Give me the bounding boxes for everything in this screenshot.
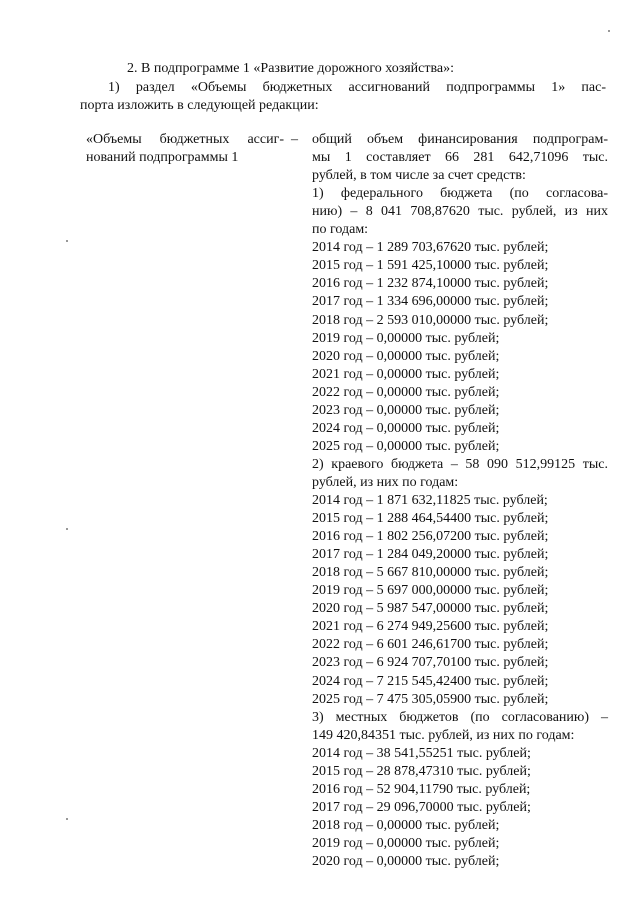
right-cell-line: 2019 год – 0,00000 тыс. рублей; [312,836,500,851]
right-cell-line: 2017 год – 1 284 049,20000 тыс. рублей; [312,547,549,562]
section-heading: 2. В подпрограмме 1 «Развитие дорожного хозяйства»: [127,61,455,76]
right-cell-line: 2023 год – 6 924 707,70100 тыс. рублей; [312,655,549,670]
right-cell-line: 2014 год – 1 871 632,11825 тыс. рублей; [312,493,548,508]
left-cell-dash: – [291,132,298,147]
right-cell-line: 2014 год – 1 289 703,67620 тыс. рублей; [312,240,549,255]
intro-line-1: 1) раздел «Объемы бюджетных ассигнований подпрограммы 1» пас- [108,80,606,95]
right-cell-line: рублей, в том числе за счет средств: [312,168,526,183]
scan-speck [66,818,68,820]
right-cell-line: 2017 год – 29 096,70000 тыс. рублей; [312,800,531,815]
right-cell-line: 2022 год – 6 601 246,61700 тыс. рублей; [312,637,549,652]
right-cell-line: 2020 год – 5 987 547,00000 тыс. рублей; [312,601,549,616]
right-cell-line: 2021 год – 6 274 949,25600 тыс. рублей; [312,619,549,634]
right-cell-line: 3) местных бюджетов (по согласованию) – [312,710,608,725]
right-cell-line: 2015 год – 1 591 425,10000 тыс. рублей; [312,258,549,273]
right-cell-line: 2024 год – 0,00000 тыс. рублей; [312,421,500,436]
right-cell-line: мы 1 составляет 66 281 642,71096 тыс. [312,150,608,165]
right-cell-line: рублей, из них по годам: [312,475,459,490]
intro-line-2: порта изложить в следующей редакции: [80,98,319,113]
right-cell-line: по годам: [312,222,369,237]
right-cell-line: 2015 год – 28 878,47310 тыс. рублей; [312,764,531,779]
right-cell-line: общий объем финансирования подпрограм- [312,132,608,147]
right-cell-line: 2025 год – 7 475 305,05900 тыс. рублей; [312,692,549,707]
right-cell-line: 2020 год – 0,00000 тыс. рублей; [312,349,500,364]
right-cell-line: 2025 год – 0,00000 тыс. рублей; [312,439,500,454]
right-cell-line: 149 420,84351 тыс. рублей, из них по годам: [312,728,575,743]
right-cell-line: 2016 год – 1 232 874,10000 тыс. рублей; [312,276,549,291]
right-cell-line: 1) федерального бюджета (по согласова- [312,186,608,201]
right-cell-line: нию) – 8 041 708,87620 тыс. рублей, из них [312,204,608,219]
right-cell-line: 2019 год – 5 697 000,00000 тыс. рублей; [312,583,549,598]
right-cell-line: 2016 год – 52 904,11790 тыс. рублей; [312,782,531,797]
left-cell-line-2: нований подпрограммы 1 [86,150,239,165]
right-cell-line: 2) краевого бюджета – 58 090 512,99125 тыс. [312,457,608,472]
right-cell-line: 2019 год – 0,00000 тыс. рублей; [312,331,500,346]
right-cell-line: 2023 год – 0,00000 тыс. рублей; [312,403,500,418]
right-cell-line: 2024 год – 7 215 545,42400 тыс. рублей; [312,674,549,689]
right-cell-line: 2022 год – 0,00000 тыс. рублей; [312,385,500,400]
scan-speck [66,240,68,242]
right-cell-line: 2021 год – 0,00000 тыс. рублей; [312,367,500,382]
right-cell-line: 2014 год – 38 541,55251 тыс. рублей; [312,746,531,761]
right-cell-line: 2018 год – 0,00000 тыс. рублей; [312,818,500,833]
right-cell-line: 2018 год – 2 593 010,00000 тыс. рублей; [312,313,549,328]
right-cell-line: 2020 год – 0,00000 тыс. рублей; [312,854,500,869]
left-cell-line-1: «Объемы бюджетных ассиг- [86,132,284,147]
right-cell-line: 2015 год – 1 288 464,54400 тыс. рублей; [312,511,549,526]
scan-speck [66,528,68,530]
right-cell-line: 2018 год – 5 667 810,00000 тыс. рублей; [312,565,549,580]
scan-speck [608,30,610,32]
right-cell-line: 2017 год – 1 334 696,00000 тыс. рублей; [312,294,549,309]
right-cell-line: 2016 год – 1 802 256,07200 тыс. рублей; [312,529,549,544]
